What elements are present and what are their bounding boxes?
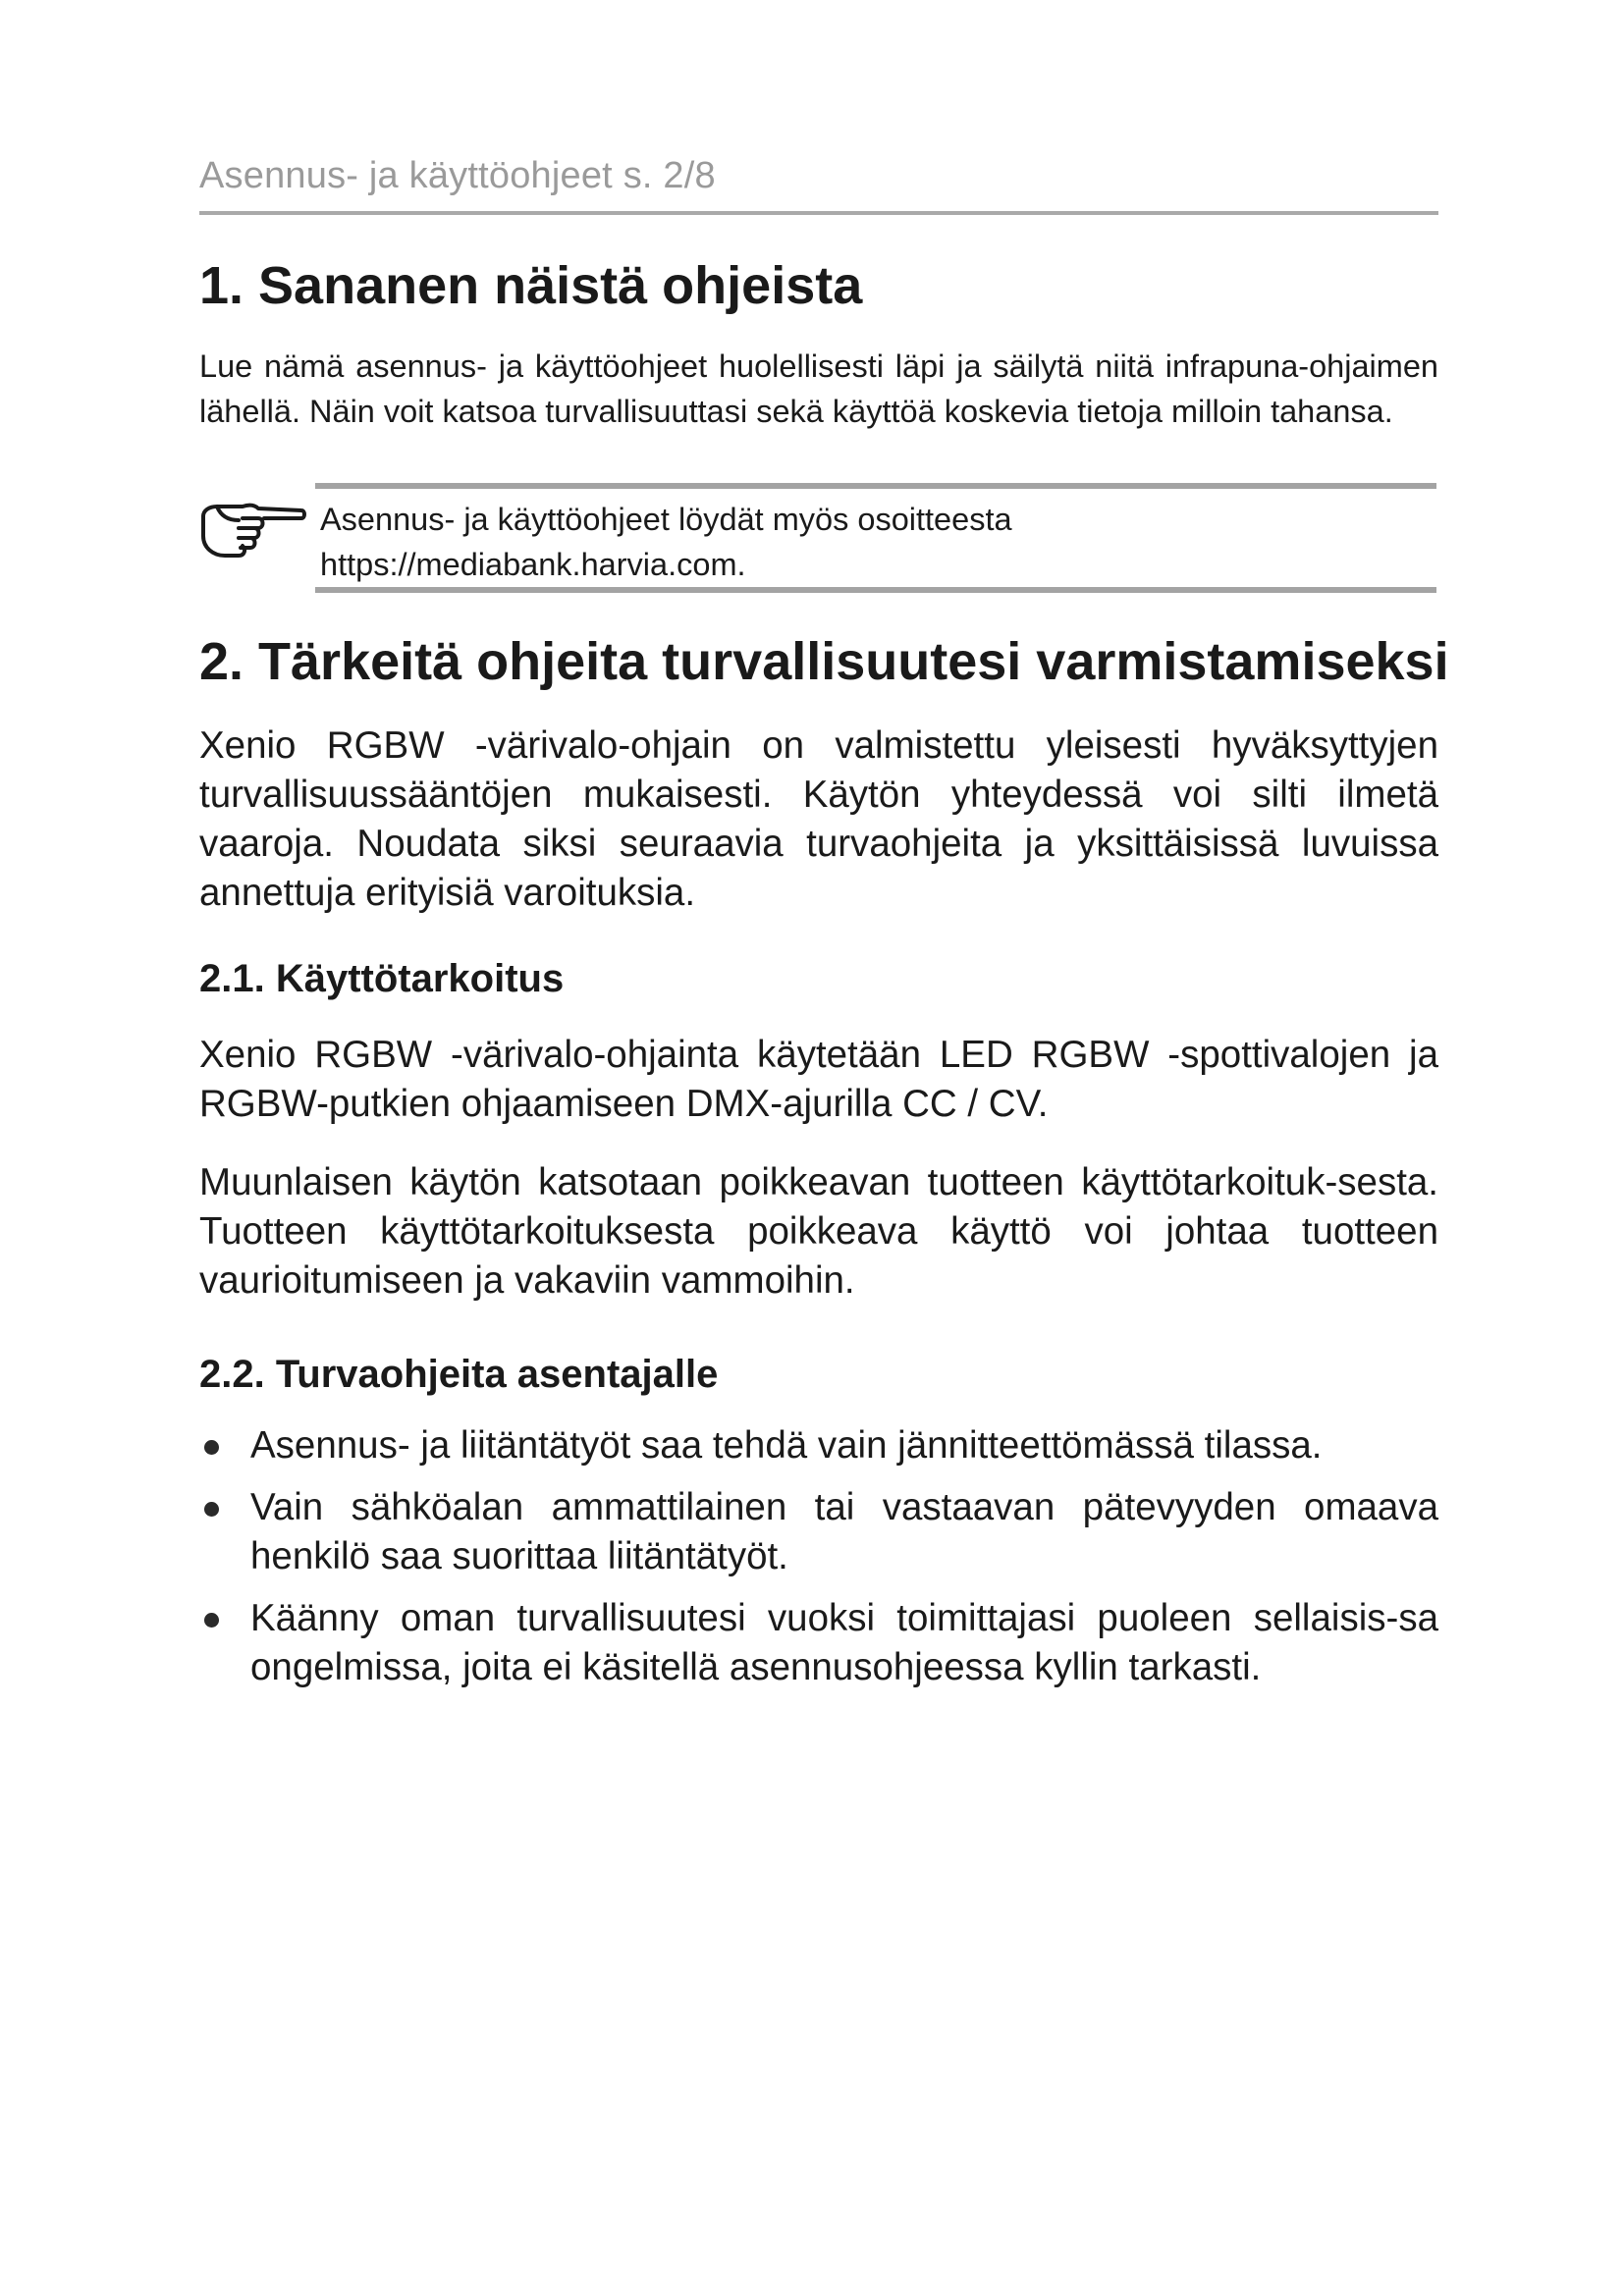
safety-bullet-list <box>199 1421 1438 1705</box>
section-2-paragraph: Xenio RGBW -värivalo-ohjain on valmistettu yleisesti hyväksyttyjen turvallisuussääntöjen mukaisesti. Käytön yhteydessä voi silti ilmetä vaaroja. Noudata siksi seuraavia turvaohjeita ja yksittäisissä luvuissa annettuja erityisiä varoituksia. <box>199 724 1438 914</box>
bullet-icon <box>204 1613 219 1628</box>
section-1-title: 1. Sananen näistä ohjeista <box>199 256 863 315</box>
note-link[interactable]: https://mediabank.harvia.com. <box>320 547 746 582</box>
section-2-2-title: 2.2. Turvaohjeita asentajalle <box>199 1353 719 1396</box>
list-item-text: Käänny oman turvallisuutesi vuoksi toimittajasi puoleen sellaisis-sa ongelmissa, joita ei käsitellä asennusohjeessa kyllin tarkasti. <box>250 1597 1438 1688</box>
note-top-divider <box>315 483 1436 489</box>
list-item <box>199 1483 1438 1581</box>
section-2-title: 2. Tärkeitä ohjeita turvallisuutesi varmistamiseksi <box>199 632 1449 691</box>
note-line-1: Asennus- ja käyttöohjeet löydät myös osoitteesta <box>320 502 1012 537</box>
running-header: Asennus- ja käyttöohjeet s. 2/8 <box>199 155 716 196</box>
bullet-icon <box>204 1440 219 1455</box>
note-bottom-divider <box>315 587 1436 593</box>
list-item-text: Vain sähköalan ammattilainen tai vastaavan pätevyyden omaava henkilö saa suorittaa liitäntätyöt. <box>250 1486 1438 1577</box>
section-1-intro: Lue nämä asennus- ja käyttöohjeet huolellisesti läpi ja säilytä niitä infrapuna-ohjaimen lähellä. Näin voit katsoa turvallisuuttasi sekä käyttöä koskevia tietoja milloin tahansa. <box>199 348 1438 429</box>
section-2-1-paragraph-2: Muunlaisen käytön katsotaan poikkeavan tuotteen käyttötarkoituk-sesta. Tuotteen käyttötarkoituksesta poikkeava käyttö voi johtaa tuotteen vaurioitumiseen ja vakaviin vammoihin. <box>199 1161 1438 1302</box>
list-item-text: Asennus- ja liitäntätyöt saa tehdä vain jännitteettömässä tilassa. <box>250 1424 1323 1467</box>
bullet-icon <box>204 1502 219 1517</box>
pointing-hand-icon <box>199 499 307 561</box>
section-2-1-paragraph-1: Xenio RGBW -värivalo-ohjainta käytetään LED RGBW -spottivalojen ja RGBW-putkien ohjaamiseen DMX-ajurilla CC / CV. <box>199 1034 1438 1125</box>
section-2-1-title: 2.1. Käyttötarkoitus <box>199 957 565 1000</box>
note-text <box>320 497 1012 587</box>
list-item <box>199 1421 1438 1470</box>
list-item <box>199 1594 1438 1692</box>
header-divider <box>199 211 1438 215</box>
